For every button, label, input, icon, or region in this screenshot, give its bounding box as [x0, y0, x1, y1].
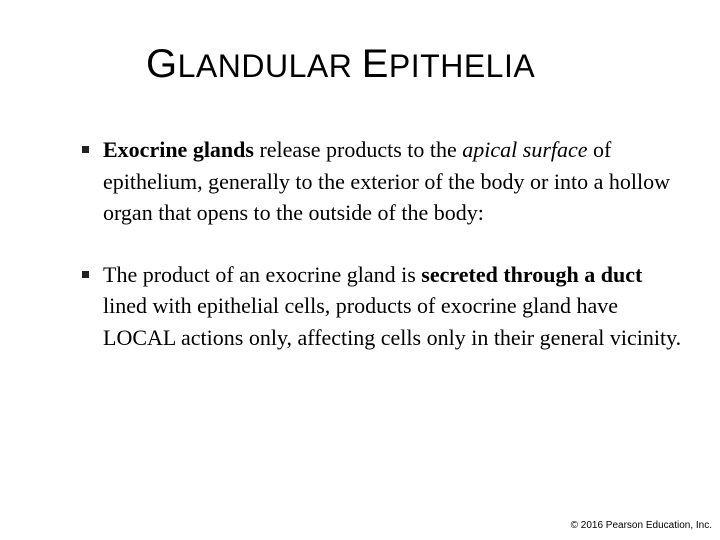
text-run: lined with epithelial cells, products of exocrine gland have LOCAL actions only, affecting cells only in their general vicinity.	[103, 293, 682, 350]
bold-term: Exocrine glands	[103, 137, 254, 162]
italic-term: apical surface	[462, 137, 588, 162]
text-run: of epithelium, generally to the exterior of the body or into a hollow organ that opens to the outside of the body:	[103, 137, 670, 226]
bullet-item	[82, 134, 682, 229]
bullet-text	[103, 262, 681, 350]
copyright-footer: © 2016 Pearson Education, Inc.	[570, 520, 712, 531]
title-initial: G	[146, 42, 178, 86]
square-bullet-icon	[82, 146, 89, 153]
square-bullet-icon	[82, 271, 89, 278]
text-run: The product of an exocrine gland is	[103, 261, 422, 287]
bullet-text	[103, 137, 670, 225]
text-run: release products to the	[253, 137, 463, 162]
bullet-item	[82, 259, 682, 354]
bold-term: secreted through a duct	[421, 261, 643, 287]
slide-title	[146, 44, 535, 84]
bullet-list	[82, 134, 682, 354]
title-initial: E	[361, 42, 389, 86]
title-word-rest: PITHELIA	[388, 48, 536, 84]
title-word-rest: LANDULAR	[177, 48, 353, 84]
